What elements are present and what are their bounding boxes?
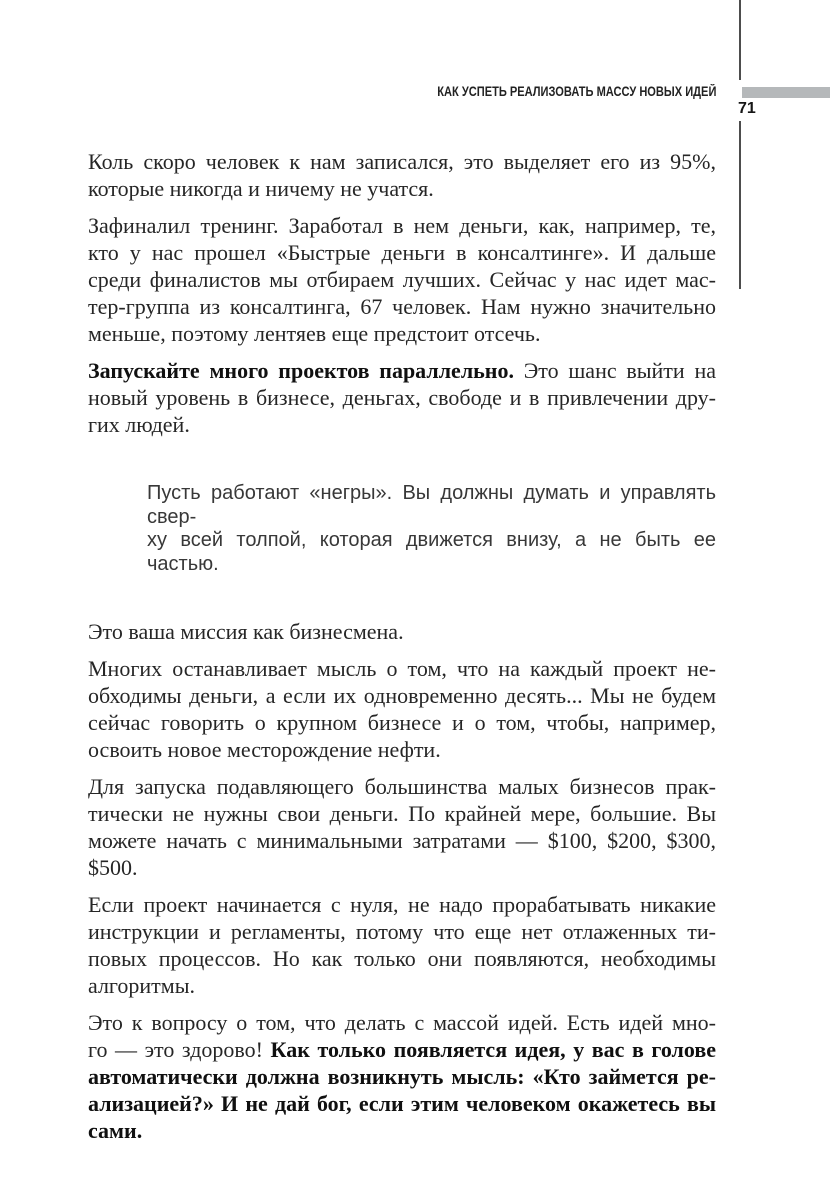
- page-number: 71: [738, 100, 756, 117]
- body-paragraph: [88, 773, 716, 881]
- text-line: [88, 918, 716, 945]
- text-line: [88, 655, 716, 682]
- text-line: [88, 682, 716, 709]
- text-segment: гих людей.: [88, 412, 190, 437]
- text-line: [88, 411, 716, 438]
- text-line: [88, 148, 716, 175]
- text-line: [88, 773, 716, 800]
- body-paragraph: [88, 891, 716, 999]
- bold-text-segment: автоматически должна возникнуть мысль: «Кто займется ре-: [88, 1064, 716, 1089]
- text-line: [88, 800, 716, 827]
- text-segment: Зафиналил тренинг. Заработал в нем деньги, как, например, те,: [88, 213, 716, 238]
- text-segment: Пусть работают «негры». Вы должны думать и управлять свер-: [147, 482, 716, 528]
- text-segment: среди финалистов мы отбираем лучших. Сейчас у нас идет мас-: [88, 267, 716, 292]
- text-segment: новый уровень в бизнесе, деньгах, свободе и в привлечении дру-: [88, 385, 716, 410]
- text-line: [147, 529, 716, 576]
- bold-text-segment: Запускайте много проектов параллельно.: [88, 358, 514, 383]
- text-line: [88, 293, 716, 320]
- text-line: [88, 1036, 716, 1063]
- text-line: [88, 709, 716, 736]
- bold-text-segment: ализацией?» И не дай бог, если этим человеком окажетесь вы: [88, 1091, 716, 1116]
- text-line: [88, 618, 716, 645]
- text-line: [88, 972, 716, 999]
- text-line: [88, 736, 716, 763]
- text-line: [88, 827, 716, 854]
- body-paragraph: [88, 357, 716, 438]
- body-paragraph: [88, 618, 716, 645]
- text-segment: Это шанс выйти на: [513, 358, 716, 383]
- text-line: [88, 239, 716, 266]
- body-paragraph: [88, 655, 716, 763]
- text-segment: Коль скоро человек к нам записался, это выделяет его из 95%,: [88, 149, 716, 174]
- text-segment: можете начать с минимальными затратами — $100, $200, $300,: [88, 828, 716, 853]
- text-segment: ху всей толпой, которая движется внизу, а не быть ее частью.: [147, 529, 716, 575]
- text-line: [88, 175, 716, 202]
- text-segment: освоить новое месторождение нефти.: [88, 737, 441, 762]
- text-line: [88, 357, 716, 384]
- body-paragraph: [88, 1009, 716, 1144]
- body-paragraph: [88, 148, 716, 202]
- bold-text-segment: Как только появляется идея, у вас в голове: [270, 1037, 716, 1062]
- text-segment: обходимы деньги, а если их одновременно десять... Мы не будем: [88, 683, 716, 708]
- text-segment: го — это здорово!: [88, 1037, 271, 1062]
- margin-rule-bottom: [739, 121, 741, 289]
- quote-block: [147, 482, 716, 576]
- text-segment: тически не нужны свои деньги. По крайней мере, большие. Вы: [88, 801, 716, 826]
- content-column: [88, 148, 716, 1154]
- text-line: [88, 266, 716, 293]
- text-segment: инструкции и регламенты, потому что еще нет отлаженных ти-: [88, 919, 716, 944]
- margin-rule-top: [739, 0, 741, 80]
- text-segment: тер-группа из консалтинга, 67 человек. Нам нужно значительно: [88, 294, 716, 319]
- text-segment: алгоритмы.: [88, 973, 196, 998]
- text-line: [88, 945, 716, 972]
- text-line: [88, 320, 716, 347]
- text-line: [88, 1090, 716, 1117]
- text-segment: Для запуска подавляющего большинства малых бизнесов прак-: [88, 774, 716, 799]
- text-segment: Если проект начинается с нуля, не надо прорабатывать никакие: [88, 892, 716, 917]
- text-segment: повых процессов. Но как только они появляются, необходимы: [88, 946, 716, 971]
- text-line: [88, 854, 716, 881]
- running-head: КАК УСПЕТЬ РЕАЛИЗОВАТЬ МАССУ НОВЫХ ИДЕЙ: [436, 84, 716, 99]
- text-segment: кто у нас прошел «Быстрые деньги в консалтинге». И дальше: [88, 240, 716, 265]
- text-line: [88, 1063, 716, 1090]
- bold-text-segment: сами.: [88, 1118, 143, 1143]
- text-segment: которые никогда и ничему не учатся.: [88, 176, 434, 201]
- text-segment: Это к вопросу о том, что делать с массой идей. Есть идей мно-: [88, 1010, 716, 1035]
- header-gray-bar: [742, 87, 830, 98]
- text-line: [88, 384, 716, 411]
- text-line: [88, 891, 716, 918]
- text-segment: сейчас говорить о крупном бизнесе и о том, чтобы, например,: [88, 710, 716, 735]
- body-paragraph: [88, 212, 716, 347]
- text-line: [88, 1009, 716, 1036]
- text-segment: Многих останавливает мысль о том, что на каждый проект не-: [88, 656, 716, 681]
- text-segment: меньше, поэтому лентяев еще предстоит отсечь.: [88, 321, 541, 346]
- text-line: [88, 1117, 716, 1144]
- text-segment: Это ваша миссия как бизнесмена.: [88, 619, 404, 644]
- text-segment: $500.: [88, 855, 138, 880]
- text-line: [88, 212, 716, 239]
- text-line: [147, 482, 716, 529]
